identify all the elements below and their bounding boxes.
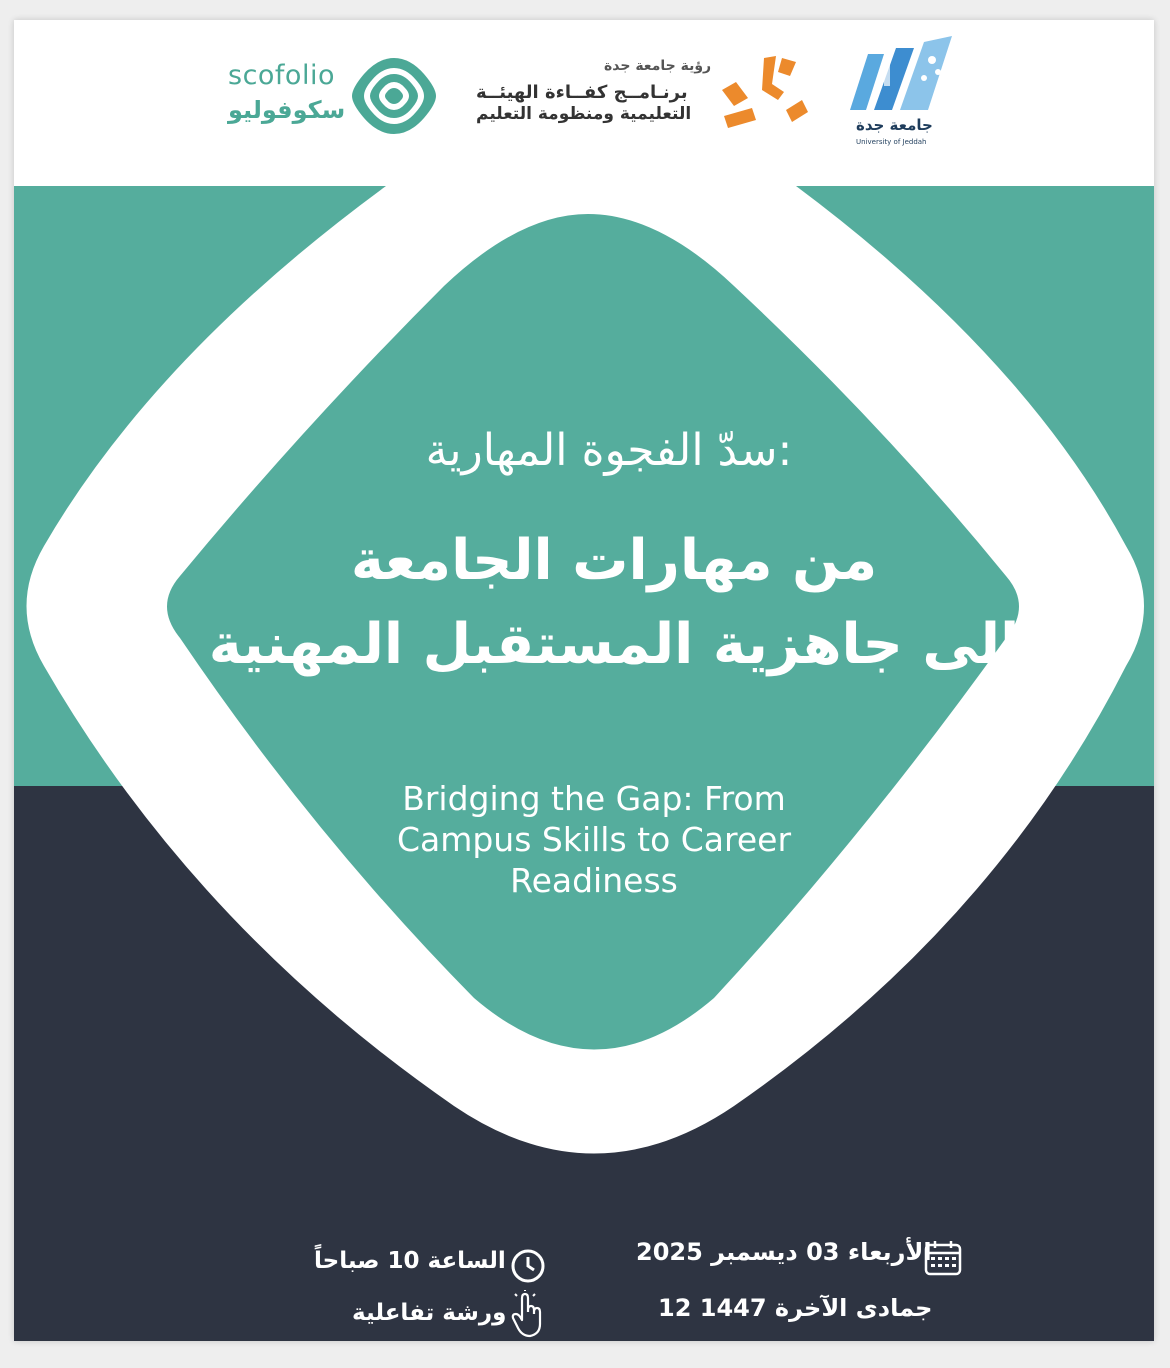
bad-program-line1: برنـامــج كفــاءة الهيئــة bbox=[476, 82, 688, 103]
event-date-gregorian: الأربعاء 03 ديسمبر 2025 bbox=[636, 1238, 932, 1266]
clock-icon bbox=[510, 1248, 546, 1284]
scofolio-name-en: scofolio bbox=[228, 60, 335, 91]
header-logos bbox=[14, 20, 1154, 186]
poster-title-ar-line2: إلى جاهزية المستقبل المهنية bbox=[208, 612, 1020, 677]
event-time: الساعة 10 صباحاً bbox=[314, 1248, 506, 1274]
event-date-hijri: 12 جمادى الآخرة 1447 bbox=[658, 1294, 933, 1322]
bad-program-logo-icon bbox=[718, 54, 810, 128]
hand-pointer-icon bbox=[508, 1290, 548, 1338]
poster-title-ar-line1: من مهارات الجامعة bbox=[350, 528, 878, 593]
poster-title-en: Bridging the Gap: From Campus Skills to Career Readiness bbox=[396, 779, 792, 900]
poster-subtitle-ar: سدّ الفجوة المهارية: bbox=[425, 425, 793, 476]
scofolio-logo-icon bbox=[350, 54, 438, 138]
university-name-ar: جامعة جدة bbox=[856, 116, 933, 134]
event-format: ورشة تفاعلية bbox=[352, 1300, 507, 1326]
bad-program-line2: التعليمية ومنظومة التعليم bbox=[476, 104, 692, 124]
university-name-en: University of Jeddah bbox=[856, 138, 927, 146]
poster-frame bbox=[14, 20, 1154, 1341]
scofolio-name-ar: سكوفوليو bbox=[228, 96, 346, 124]
university-of-jeddah-logo-icon bbox=[844, 34, 958, 114]
bad-program-tagline: رؤية جامعة جدة bbox=[604, 58, 712, 74]
poster-artwork bbox=[14, 186, 1154, 1341]
